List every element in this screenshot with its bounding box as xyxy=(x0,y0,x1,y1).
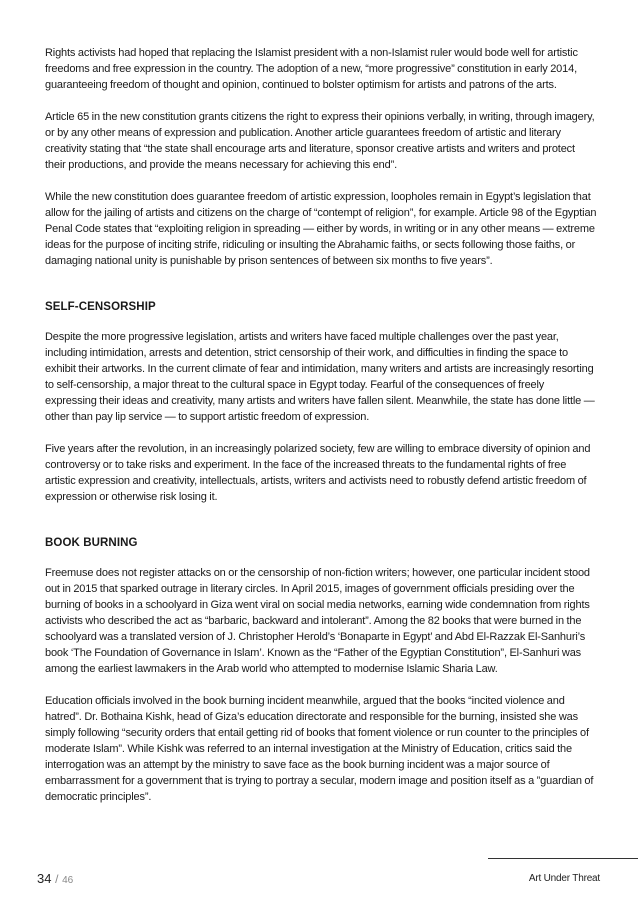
document-body xyxy=(45,45,597,821)
section-heading-book-burning: BOOK BURNING xyxy=(45,537,138,549)
paragraph: Rights activists had hoped that replacing the Islamist president with a non-Islamist ruler would bode well for artistic freedoms and free expression in the country. The adoption of a new, “more progressive” constitution in early 2014, guaranteeing freedom of thought and opinion, continued to bolster optimism for artists and patrons of the arts. xyxy=(45,47,578,91)
page-separator: / xyxy=(55,872,59,886)
paragraph: Education officials involved in the book burning incident meanwhile, argued that the books “incited violence and hatred”. Dr. Bothaina Kishk, head of Giza’s education directorate and responsible for the burning, insisted she was simply following “security orders that entail getting rid of books that foment violence or run counter to the principles of moderate Islam”. While Kishk was referred to an internal investigation at the Ministry of Education, critics said the interrogation was an attempt by the ministry to save face as the book burning incident was a major source of embarrassment for a government that is trying to portray a secular, modern image and position itself as a ”guardian of democratic principles”. xyxy=(45,695,594,803)
section-heading-self-censorship: SELF-CENSORSHIP xyxy=(45,301,156,313)
paragraph: While the new constitution does guarantee freedom of artistic expression, loopholes remain in Egypt’s legislation that allow for the jailing of artists and citizens on the charge of “contempt of religion”, for example. Article 98 of the Egyptian Penal Code states that “exploiting religion in spreading — either by words, in writing or in any other means — extreme ideas for the purpose of inciting strife, ridiculing or insulting the Abrahamic faiths, or sects following those faiths, or damaging national unity is punishable by prison sentences of between six months to five years”. xyxy=(45,191,597,267)
publication-title: Art Under Threat xyxy=(528,873,600,884)
paragraph: Five years after the revolution, in an increasingly polarized society, few are willing to embrace diversity of opinion and controversy or to take risks and experiment. In the face of the increased threats to the fundamental rights of free artistic expression and creativity, intellectuals, artists, writers and activists need to robustly defend artistic freedom of expression or otherwise risk losing it. xyxy=(45,443,591,503)
total-pages: 46 xyxy=(62,875,74,886)
footer-divider xyxy=(488,858,638,859)
paragraph: Despite the more progressive legislation, artists and writers have faced multiple challenges over the past year, including intimidation, arrests and detention, strict censorship of their work, and difficulties in finding the space to exhibit their artworks. In the current climate of fear and intimidation, many writers and artists are increasingly resorting to self-censorship, a major threat to the cultural space in Egypt today. Fearful of the consequences of freely expressing their ideas and creativity, many artists and writers have fallen silent. Meanwhile, the state has done little — other than pay lip service — to support artistic freedom of expression. xyxy=(45,331,595,423)
current-page-number: 34 xyxy=(37,871,52,886)
paragraph: Article 65 in the new constitution grants citizens the right to express their opinions verbally, in writing, through imagery, or by any other means of expression and publication. Another article guarantees freedom of artistic and literary creativity stating that “the state shall encourage arts and literature, sponsor creative artists and writers and protect their productions, and provide the means necessary for achieving this end”. xyxy=(45,111,595,171)
paragraph: Freemuse does not register attacks on or the censorship of non-fiction writers; however, one particular incident stood out in 2015 that sparked outrage in literary circles. In April 2015, images of government officials presiding over the burning of books in a schoolyard in Giza went viral on social media networks, earning wide condemnation from rights activists who described the act as “barbaric, backward and intolerant”. Among the 82 books that were burned in the schoolyard was a translated version of J. Christopher Herold’s ‘Bonaparte in Egypt’ and Abd El-Razzak El-Sanhuri’s book ‘The Foundation of Governance in Islam’. Known as the “Father of the Egyptian Constitution”, El-Sanhuri was among the earliest lawmakers in the Arab world who attempted to modernise Islamic Sharia Law. xyxy=(45,567,590,675)
page-number xyxy=(37,870,73,890)
